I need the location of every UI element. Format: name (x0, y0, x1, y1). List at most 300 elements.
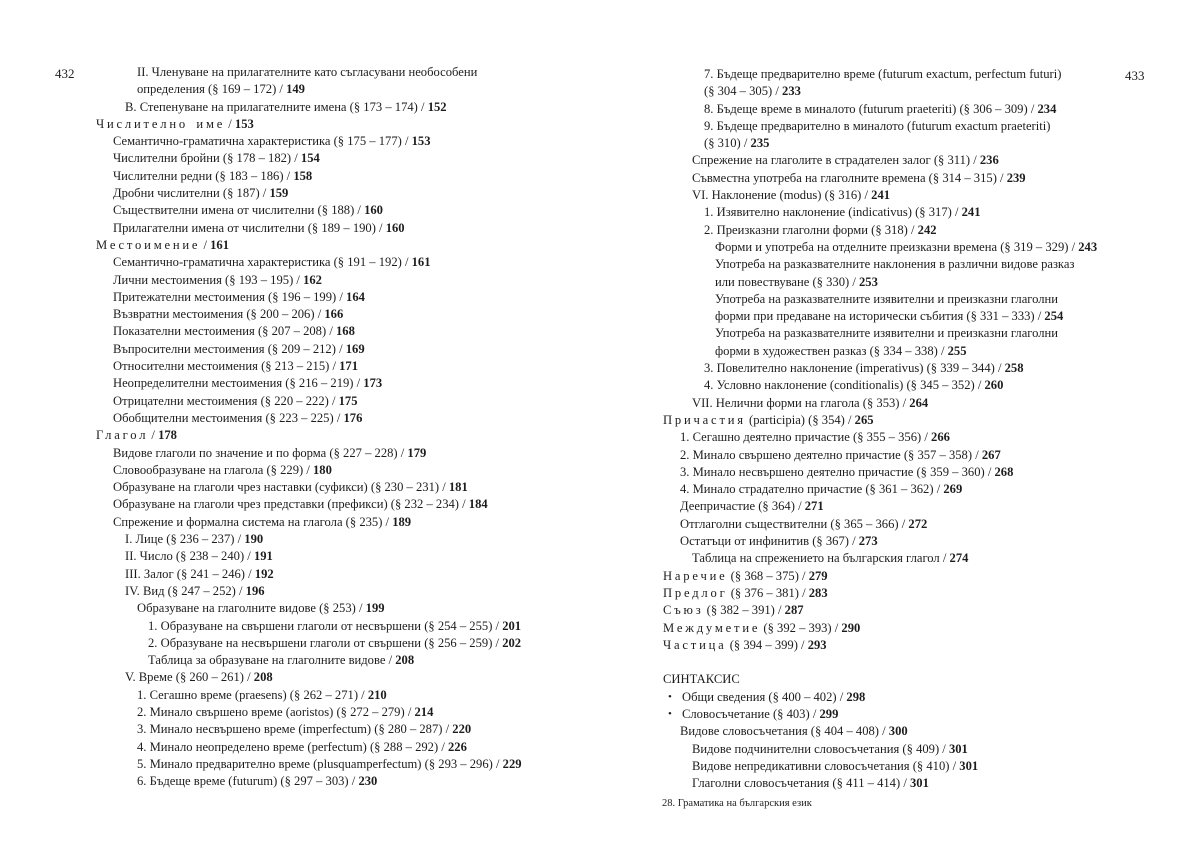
toc-line (96, 237, 656, 254)
toc-entry-text: Таблица за образуване на глаголните видове (148, 653, 386, 668)
toc-line (663, 429, 1163, 446)
toc-line (663, 498, 1163, 515)
toc-page-ref: 208 (395, 653, 415, 668)
toc-page-ref: 279 (808, 568, 828, 583)
toc-separator: / (972, 447, 982, 462)
toc-entry-text: VII. Нелични форми на глагола (§ 353) (692, 395, 900, 410)
toc-line (663, 464, 1163, 481)
toc-page-ref: 166 (324, 307, 344, 322)
toc-separator: / (809, 706, 820, 721)
toc-line (663, 775, 1163, 792)
toc-entry-text: Отглаголни съществителни (§ 365 – 366) (680, 516, 899, 531)
toc-page-ref: 196 (245, 583, 265, 598)
toc-entry-text: Словообразуване на глагола (§ 229) (113, 462, 304, 477)
toc-entry-text: (§ 392 – 393) (760, 620, 832, 635)
toc-entry-text: Числителни бройни (§ 178 – 182) (113, 151, 292, 166)
toc-page-ref: 208 (253, 670, 273, 685)
toc-line (96, 202, 656, 219)
toc-entry-text: Форми и употреба на отделните преизказни времена (§ 319 – 329) (715, 239, 1069, 254)
toc-separator: / (984, 464, 995, 479)
toc-entry-text: Общи сведения (§ 400 – 402) (682, 689, 837, 704)
toc-page-ref: 180 (313, 462, 332, 477)
toc-page-ref: 268 (994, 464, 1014, 479)
toc-entry-text: III. Залог (§ 241 – 246) (125, 566, 245, 581)
toc-entry-text: Отрицателни местоимения (§ 220 – 222) (113, 393, 329, 408)
toc-entry-text: Образуване на глаголи чрез наставки (суфикси) (§ 230 – 231) (113, 480, 440, 495)
toc-separator: / (1068, 239, 1079, 254)
toc-line (96, 168, 656, 185)
toc-separator: / (844, 412, 855, 427)
toc-line (663, 187, 1163, 204)
toc-page-ref: 153 (234, 116, 254, 131)
toc-line (96, 583, 656, 600)
toc-separator: / (831, 620, 842, 635)
toc-page-ref: 243 (1078, 239, 1098, 254)
toc-page-ref: 160 (364, 203, 383, 218)
toc-line (663, 706, 1163, 723)
toc-page-ref: 236 (979, 153, 999, 168)
toc-entry-text: Деепричастие (§ 364) (680, 499, 795, 514)
toc-separator: / (492, 635, 503, 650)
toc-entry-text: Спрежение и формална система на глагола (§ 235) (113, 514, 383, 529)
toc-page-ref: 271 (804, 499, 824, 514)
toc-separator: / (937, 343, 948, 358)
toc-entry-text: (§ 304 – 305) (704, 84, 773, 99)
toc-line (663, 291, 1163, 308)
toc-page-ref: 299 (819, 706, 839, 721)
toc-entry-text: Видове словосъчетания (§ 404 – 408) (680, 724, 879, 739)
toc-line (663, 377, 1163, 394)
toc-separator: / (439, 480, 449, 495)
toc-page-ref: 171 (339, 359, 358, 374)
toc-entry-text: Числителни редни (§ 183 – 186) (113, 168, 284, 183)
toc-separator: / (939, 741, 949, 756)
toc-entry-text: Дробни числителни (§ 187) (113, 186, 260, 201)
toc-separator: / (970, 153, 980, 168)
toc-section-heading: Глагол (96, 428, 149, 443)
toc-separator: / (849, 274, 859, 289)
toc-line (663, 447, 1163, 464)
toc-page-ref: 191 (253, 549, 273, 564)
toc-line (96, 566, 656, 583)
toc-separator: / (994, 361, 1005, 376)
toc-page-ref: 201 (502, 618, 522, 633)
toc-entry-text: Притежателни местоимения (§ 196 – 199) (113, 289, 337, 304)
toc-section-heading: Съюз (663, 603, 704, 618)
toc-entry-text: 2. Преизказни глаголни форми (§ 318) (704, 222, 908, 237)
toc-line (96, 116, 656, 133)
toc-separator: / (459, 497, 469, 512)
toc-separator: / (921, 430, 932, 445)
print-signature-note: 28. Граматика на българския език (662, 798, 812, 809)
toc-separator: / (276, 82, 287, 97)
toc-separator: / (438, 739, 448, 754)
toc-separator: / (348, 774, 359, 789)
toc-entry-text: 1. Образуване на свършени глаголи от несвършени (§ 254 – 255) (148, 618, 493, 633)
toc-gap (663, 654, 1163, 671)
toc-separator: / (354, 203, 365, 218)
toc-page-ref: 202 (502, 635, 522, 650)
toc-page-ref: 161 (210, 237, 230, 252)
toc-line (96, 358, 656, 375)
toc-entry-text: Остатъци от инфинитив (§ 367) (680, 534, 849, 549)
toc-line (96, 254, 656, 271)
toc-page-ref: 149 (286, 82, 305, 97)
toc-separator: / (336, 289, 347, 304)
toc-page-ref: 220 (452, 722, 472, 737)
toc-entry-text: Възвратни местоимения (§ 200 – 206) (113, 307, 315, 322)
toc-line (96, 721, 656, 738)
toc-entry-text: Таблица на спрежението на българския глагол (692, 551, 940, 566)
toc-line (663, 533, 1163, 550)
toc-separator: / (353, 376, 364, 391)
toc-separator: / (148, 428, 159, 443)
toc-page-ref: 230 (358, 774, 378, 789)
toc-page-ref: 173 (363, 376, 383, 391)
toc-separator: / (234, 532, 245, 547)
toc-line (663, 550, 1163, 567)
toc-entry-text: СИНТАКСИС (663, 672, 740, 687)
toc-line (96, 272, 656, 289)
toc-separator: / (225, 116, 235, 131)
toc-page-ref: 178 (158, 428, 177, 443)
toc-page-ref: 190 (244, 532, 264, 547)
toc-page-ref: 233 (782, 84, 801, 99)
toc-entry-text: Спрежение на глаголите в страдателен залог (§ 311) (692, 153, 971, 168)
toc-entry-text: Лични местоимения (§ 193 – 195) (113, 272, 294, 287)
toc-line (96, 531, 656, 548)
toc-page-ref: 267 (981, 447, 1001, 462)
toc-line (96, 618, 656, 635)
toc-line (96, 635, 656, 652)
toc-entry-text: Показателни местоимения (§ 207 – 208) (113, 324, 327, 339)
toc-entry-text: Образуване на глаголните видове (§ 253) (137, 601, 356, 616)
toc-entry-text: Обобщителни местоимения (§ 223 – 225) (113, 410, 334, 425)
toc-separator: / (797, 637, 808, 652)
toc-line (96, 773, 656, 790)
toc-page-ref: 241 (961, 205, 981, 220)
toc-separator: / (259, 186, 270, 201)
toc-separator: / (243, 670, 254, 685)
toc-line (663, 325, 1163, 342)
toc-entry-text: определения (§ 169 – 172) (137, 82, 277, 97)
toc-line (663, 66, 1163, 83)
toc-entry-text: 3. Минало несвършено време (imperfectum) (§ 280 – 287) (137, 722, 443, 737)
toc-entry-text: Словосъчетание (§ 403) (682, 706, 810, 721)
toc-separator: / (899, 395, 910, 410)
toc-page-ref: 189 (392, 514, 412, 529)
toc-page-ref: 162 (303, 272, 322, 287)
toc-separator: / (798, 568, 809, 583)
toc-separator: / (974, 378, 985, 393)
toc-separator: / (245, 566, 255, 581)
right-page-toc (663, 66, 1163, 792)
toc-separator: / (907, 222, 918, 237)
toc-entry-text: (§ 382 – 391) (703, 603, 775, 618)
toc-page-ref: 260 (984, 378, 1004, 393)
toc-line (663, 256, 1163, 273)
toc-separator: / (358, 687, 368, 702)
toc-separator: / (404, 704, 415, 719)
toc-entry-text: Семантично-граматична характеристика (§ 175 – 177) (113, 134, 402, 149)
toc-line (96, 306, 656, 323)
toc-entry-text: 1. Сегашно време (praesens) (§ 262 – 271) (137, 687, 359, 702)
toc-line (663, 343, 1163, 360)
toc-line (96, 739, 656, 756)
toc-line (96, 220, 656, 237)
toc-page-ref: 242 (917, 222, 937, 237)
toc-page-ref: 293 (807, 637, 827, 652)
toc-line (663, 274, 1163, 291)
toc-line (96, 393, 656, 410)
toc-separator: / (772, 84, 783, 99)
toc-line (96, 323, 656, 340)
toc-page-ref: 290 (841, 620, 861, 635)
toc-separator: / (328, 393, 339, 408)
toc-separator: / (329, 359, 340, 374)
toc-separator: / (293, 272, 304, 287)
toc-entry-text: 1. Изявително наклонение (indicativus) (§ 317) (704, 205, 952, 220)
toc-line (663, 741, 1163, 758)
toc-separator: / (879, 724, 889, 739)
toc-page-ref: 168 (335, 324, 355, 339)
toc-entry-text: (§ 376 – 381) (727, 585, 799, 600)
toc-page-ref: 158 (293, 168, 313, 183)
toc-page-ref: 214 (414, 704, 434, 719)
toc-line (663, 585, 1163, 602)
toc-separator: / (1034, 309, 1045, 324)
toc-line (663, 395, 1163, 412)
toc-page-ref: 272 (908, 516, 928, 531)
toc-line (663, 481, 1163, 498)
toc-separator: / (996, 170, 1007, 185)
toc-separator: / (385, 653, 396, 668)
toc-entry-text: 9. Бъдеще предварително в миналото (futurum exactum praeteriti) (704, 118, 1051, 133)
toc-separator: / (355, 601, 366, 616)
toc-entry-text: 4. Условно наклонение (conditionalis) (§ 345 – 352) (704, 378, 975, 393)
toc-line (663, 152, 1163, 169)
toc-line (96, 704, 656, 721)
toc-entry-text: 2. Минало свършено време (aoristos) (§ 272 – 279) (137, 704, 405, 719)
toc-line (663, 83, 1163, 100)
toc-page-ref: 199 (365, 601, 385, 616)
toc-separator: / (798, 585, 809, 600)
toc-line (663, 204, 1163, 221)
toc-separator: / (848, 534, 859, 549)
toc-line (96, 652, 656, 669)
toc-line (663, 516, 1163, 533)
toc-entry-text: II. Число (§ 238 – 240) (125, 549, 245, 564)
toc-separator: / (291, 151, 301, 166)
toc-page-ref: 241 (871, 188, 891, 203)
toc-page-ref: 159 (269, 186, 289, 201)
toc-section-heading: Местоимение (96, 237, 201, 252)
toc-separator: / (740, 136, 751, 151)
toc-line (96, 687, 656, 704)
toc-page-ref: 283 (808, 585, 828, 600)
toc-entry-text: Семантично-граматична характеристика (§ 191 – 192) (113, 255, 402, 270)
toc-entry-text: Глаголни словосъчетания (§ 411 – 414) (692, 776, 901, 791)
toc-page-ref: 273 (858, 534, 878, 549)
toc-line (96, 514, 656, 531)
toc-line (96, 150, 656, 167)
toc-line (663, 723, 1163, 740)
toc-section-heading: Предлог (663, 585, 728, 600)
toc-separator: / (200, 237, 211, 252)
toc-entry-text: Съществителни имена от числителни (§ 188) (113, 203, 355, 218)
toc-entry-text: II. Членуване на прилагателните като съгласувани необособени (137, 65, 478, 79)
toc-line (663, 308, 1163, 325)
toc-line (96, 289, 656, 306)
toc-entry-text: или повествуване (§ 330) (715, 274, 850, 289)
toc-entry-text: Относителни местоимения (§ 213 – 215) (113, 359, 330, 374)
toc-separator: / (375, 220, 386, 235)
toc-entry-text: форми в художествен разказ (§ 334 – 338) (715, 343, 938, 358)
toc-page-ref: 210 (367, 687, 387, 702)
toc-entry-text: (§ 368 – 375) (727, 568, 799, 583)
toc-line (96, 375, 656, 392)
toc-entry-text: форми при предаване на исторически събития (§ 331 – 333) (715, 309, 1035, 324)
toc-page-ref: 164 (346, 289, 365, 304)
toc-entry-text: (participia) (§ 354) (745, 412, 845, 427)
toc-entry-text: 4. Минало неопределено време (perfectum) (§ 288 – 292) (137, 739, 439, 754)
toc-line (96, 756, 656, 773)
toc-entry-text: 5. Минало предварително време (plusquamperfectum) (§ 293 – 296) (137, 756, 493, 771)
toc-page-ref: 192 (254, 566, 274, 581)
toc-page-ref: 264 (909, 395, 929, 410)
toc-page-ref: 181 (448, 480, 468, 495)
toc-page-ref: 235 (750, 136, 770, 151)
toc-entry-text: Образуване на глаголи чрез представки (префикси) (§ 232 – 234) (113, 497, 459, 512)
toc-separator: / (335, 341, 346, 356)
toc-line (663, 637, 1163, 654)
toc-page-ref: 226 (447, 739, 467, 754)
toc-entry-text: Неопределителни местоимения (§ 216 – 219) (113, 376, 354, 391)
toc-entry-text: 6. Бъдеще време (futurum) (§ 297 – 303) (137, 774, 349, 789)
toc-section-heading: Числително име (96, 116, 226, 131)
toc-page-ref: 161 (411, 255, 431, 270)
toc-page-ref: 258 (1004, 361, 1024, 376)
toc-separator: / (794, 499, 805, 514)
toc-separator: / (326, 324, 336, 339)
toc-page-ref: 152 (427, 99, 447, 114)
toc-line (663, 758, 1163, 775)
toc-line (663, 170, 1163, 187)
toc-line (96, 410, 656, 427)
toc-line (96, 133, 656, 150)
toc-entry-text: 8. Бъдеще време в миналото (futurum praeteriti) (§ 306 – 309) (704, 101, 1028, 116)
toc-entry-text: 3. Минало несвършено деятелно причастие (§ 359 – 360) (680, 464, 985, 479)
toc-separator: / (442, 722, 453, 737)
toc-separator: / (333, 410, 344, 425)
toc-page-ref: 255 (947, 343, 967, 358)
toc-separator: / (314, 307, 325, 322)
toc-page-ref: 239 (1006, 170, 1026, 185)
toc-page-ref: 176 (343, 410, 363, 425)
toc-separator: / (949, 758, 960, 773)
toc-line (96, 548, 656, 565)
toc-line (96, 81, 656, 98)
toc-separator: / (861, 188, 872, 203)
toc-line (96, 462, 656, 479)
toc-separator: / (492, 756, 503, 771)
toc-line (96, 427, 656, 444)
toc-entry-text: 2. Минало свършено деятелно причастие (§ 357 – 358) (680, 447, 973, 462)
toc-separator: / (382, 514, 393, 529)
toc-entry-text: Употреба на разказвателните наклонения в различни видове разказ (715, 257, 1075, 272)
toc-line (663, 671, 1163, 688)
toc-section-heading: Наречие (663, 568, 728, 583)
toc-section-heading: Междуметие (663, 620, 761, 635)
toc-line (663, 620, 1163, 637)
toc-page-ref: 175 (338, 393, 358, 408)
toc-line (663, 239, 1163, 256)
toc-page-ref: 266 (931, 430, 950, 445)
toc-entry-text: Съвместна употреба на глаголните времена (§ 314 – 315) (692, 170, 997, 185)
toc-entry-text: IV. Вид (§ 247 – 252) (125, 583, 236, 598)
toc-entry-text: Употреба на разказвателните изявителни и преизказни глаголни (715, 291, 1059, 306)
toc-line (663, 101, 1163, 118)
toc-separator: / (898, 516, 909, 531)
toc-separator: / (774, 603, 785, 618)
toc-page-ref: 234 (1037, 101, 1057, 116)
toc-separator: / (492, 618, 503, 633)
toc-separator: / (417, 99, 428, 114)
toc-separator: / (235, 583, 246, 598)
toc-separator: / (951, 205, 962, 220)
left-page-toc (96, 64, 656, 790)
toc-separator: / (900, 776, 910, 791)
toc-separator: / (283, 168, 294, 183)
toc-entry-text: VI. Наклонение (modus) (§ 316) (692, 188, 862, 203)
toc-entry-text: V. Време (§ 260 – 261) (125, 670, 244, 685)
toc-page-ref: 265 (854, 412, 874, 427)
toc-page-ref: 160 (385, 220, 405, 235)
toc-entry-text: В. Степенуване на прилагателните имена (§ 173 – 174) (125, 99, 418, 114)
toc-page-ref: 153 (411, 134, 431, 149)
toc-separator: / (244, 549, 254, 564)
toc-line (663, 118, 1163, 135)
toc-page-ref: 287 (784, 603, 804, 618)
bullet-icon: • (668, 690, 672, 703)
toc-separator: / (401, 255, 412, 270)
toc-separator: / (1027, 101, 1038, 116)
toc-page-ref: 179 (407, 445, 427, 460)
toc-line (663, 689, 1163, 706)
toc-line (96, 185, 656, 202)
toc-entry-text: I. Лице (§ 236 – 237) (125, 532, 235, 547)
toc-line (96, 445, 656, 462)
toc-line (96, 496, 656, 513)
toc-page-ref: 253 (859, 274, 878, 289)
toc-page-ref: 184 (468, 497, 488, 512)
bullet-icon: • (668, 707, 672, 720)
toc-page-ref: 298 (846, 689, 866, 704)
toc-page-ref: 154 (300, 151, 320, 166)
toc-separator: / (303, 462, 313, 477)
toc-line (663, 412, 1163, 429)
toc-line (663, 602, 1163, 619)
toc-line (663, 135, 1163, 152)
toc-entry-text: Въпросителни местоимения (§ 209 – 212) (113, 341, 336, 356)
toc-separator: / (939, 551, 950, 566)
toc-page-ref: 301 (948, 741, 968, 756)
left-page-number: 432 (55, 66, 75, 81)
toc-entry-text: Видове глаголи по значение и по форма (§ 227 – 228) (113, 445, 398, 460)
toc-separator: / (397, 445, 408, 460)
toc-entry-text: (§ 394 – 399) (726, 637, 798, 652)
toc-page-ref: 169 (345, 341, 365, 356)
